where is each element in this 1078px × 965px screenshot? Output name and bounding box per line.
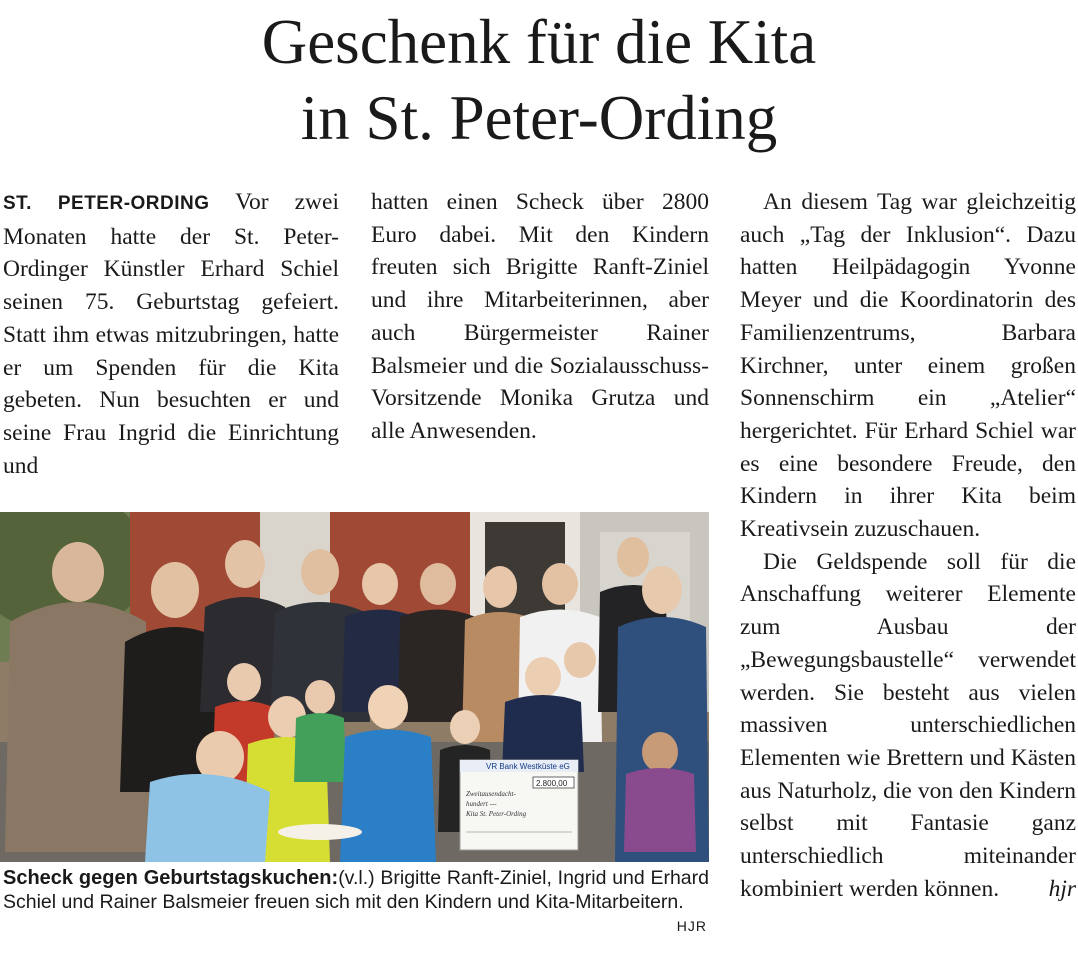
article-paragraph-3a: An diesem Tag war gleichzeitig auch „Tag der Inklusion“. Dazu hatten Heilpädagogin Yvonne Meyer und die Koordinatorin des Familienzentrums, Barbara Kirchner, unter einem großen Sonnenschirm ein „Atelier“ hergerichtet. Für Erhard Schiel war es eine besondere Freude, den Kindern in ihrer Kita beim Kreativsein zuzuschauen.	[740, 189, 1076, 543]
check-line-3: Kita St. Peter-Ording	[466, 810, 527, 818]
photo-caption	[3, 866, 709, 914]
article-text-col1: Vor zwei Monaten hatte der St. Peter-Ordinger Künstler Erhard Schiel seinen 75. Geburtstag gefeiert. Statt ihm etwas mitzubringen, hatte er um Spenden für die Kita gebeten. Nun besuchten er und seine Frau Ingrid die Einrichtung und	[3, 189, 339, 479]
caption-text: (v.l.) Brigitte Ranft-Ziniel, Ingrid und Erhard Schiel und Rainer Balsmeier freuen sich mit den Kindern und Kita-Mitarbeitern.	[3, 867, 709, 913]
article-column-1	[3, 186, 339, 482]
article-column-3	[740, 186, 1076, 905]
dateline: ST. PETER-ORDING	[3, 193, 210, 214]
group-photo	[0, 512, 709, 862]
check-line-1: Zweitausendacht-	[466, 790, 516, 798]
article-paragraph-3b: Die Geldspende soll für die Anschaffung weiterer Elemente zum Ausbau der „Bewegungsbaustelle“ verwendet werden. Sie besteht aus vielen massiven unterschiedlichen Elementen wie Brettern und Kästen aus Naturholz, die von den Kindern selbst mit Fantasie ganz unterschiedlich miteinander kombiniert werden können.	[740, 548, 1076, 902]
article-text-col2: hatten einen Scheck über 2800 Euro dabei. Mit den Kindern freuten sich Brigitte Ranft-Ziniel und ihre Mitarbeiterinnen, aber auch Bürgermeister Rainer Balsmeier und die Sozialausschuss-Vorsitzende Monika Grutza und alle Anwesenden.	[371, 189, 709, 444]
headline-line-1: Geschenk für die Kita	[261, 7, 817, 77]
headline-line-2: in St. Peter-Ording	[300, 83, 778, 153]
check-bank-name: VR Bank Westküste eG	[486, 762, 570, 771]
author-signature: hjr	[1048, 875, 1076, 902]
check-amount: 2.800,00	[536, 779, 568, 788]
article-column-2	[371, 186, 709, 448]
headline	[0, 4, 1078, 156]
photo-credit: HJR	[676, 918, 707, 934]
check-line-2: hundert ---	[466, 800, 497, 808]
caption-lead: Scheck gegen Geburtstagskuchen:	[3, 867, 339, 889]
donation-check	[460, 760, 578, 850]
